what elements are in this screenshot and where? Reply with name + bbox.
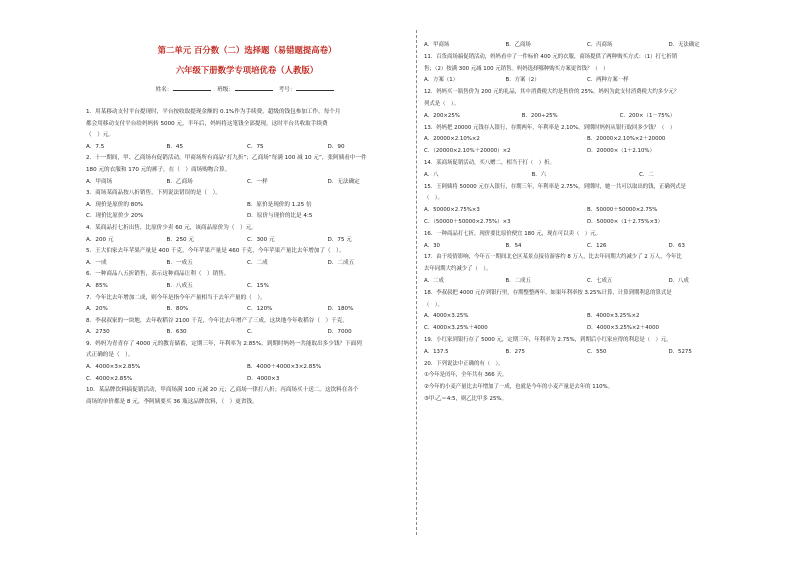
option[interactable]: C．75: [247, 143, 264, 150]
question-6-options: [86, 281, 408, 293]
option[interactable]: D．二成五: [327, 259, 355, 266]
exam-no-label: 考号：: [278, 87, 296, 93]
question-13: 13．妈妈把 20000 元钱存入银行，存期两年，年利率是 2.10%，到期时妈妈从银行取回多少钱？（ ）: [424, 124, 676, 131]
option[interactable]: B．八成五: [166, 282, 193, 289]
question-11-cont: 售；（2）按满 300 元减 100 元销售。妈妈选择哪种购买方案更省钱？（ ）: [424, 65, 609, 72]
option[interactable]: D．50000×（1＋2.75%×3）: [587, 218, 663, 225]
question-13-options-row2: [424, 146, 750, 158]
question-3: 3．商场某商品按八折销售，下列说法错误的是（ ）。: [86, 190, 222, 197]
question-7-options: [86, 304, 408, 316]
option[interactable]: B．六: [531, 171, 547, 178]
question-9-cont: 式正确的是（ ）。: [86, 352, 134, 359]
name-blank[interactable]: [173, 85, 211, 91]
question-12-options: [424, 111, 750, 123]
option[interactable]: A．20000×2.10%×2: [424, 136, 480, 143]
option[interactable]: A．50000×2.75%×3: [424, 207, 480, 214]
option[interactable]: D．原价与现价的比是 4:5: [247, 213, 313, 220]
option[interactable]: C．二成: [247, 259, 268, 266]
option[interactable]: B．80%: [166, 306, 189, 313]
option[interactable]: B．二成五: [505, 277, 531, 284]
question-1-cont2: （ ）元。: [86, 132, 114, 139]
question-10-options: [424, 40, 750, 52]
option[interactable]: D．75 元: [327, 236, 352, 243]
option[interactable]: C．300 元: [247, 236, 275, 243]
question-9-options-row1: [86, 362, 408, 374]
option[interactable]: D．20000×（1＋2.10%）: [587, 148, 655, 155]
option[interactable]: C．一样: [247, 178, 268, 185]
option[interactable]: A．30: [424, 242, 440, 249]
option[interactable]: C．七成五: [587, 277, 613, 284]
question-6: 6．一种商品八五折销售，表示这种商品让利（ ）销售。: [86, 271, 230, 278]
question-15: 15．王阿姨将 50000 元存入银行，存期三年，年利率是 2.75%，到期时，她一共可以取出的钱，正确列式是: [424, 183, 686, 190]
option[interactable]: B．原价是现价的 1.25 倍: [247, 201, 312, 208]
question-13-options-row1: [424, 134, 750, 146]
question-12-cont: 列式是（ ）。: [424, 100, 460, 107]
question-14: 14．某商场促销活动，买八赠二，相当于打（ ）折。: [424, 159, 555, 166]
option[interactable]: B．50000＋50000×2.75%: [587, 207, 658, 214]
option[interactable]: D．无法确定: [327, 178, 360, 185]
question-17-options: [424, 276, 750, 288]
question-2: 2．十一期间，甲、乙商场有促销活动，甲商场所有商品“打九折”；乙商场“每满 100 减 10 元”，张阿姨看中一件: [86, 155, 367, 162]
question-1-options: [86, 142, 408, 154]
exam-no-blank[interactable]: [296, 85, 334, 91]
name-label: 姓名：: [155, 87, 173, 93]
option[interactable]: D．4000×3.25%×2＋4000: [587, 325, 659, 332]
option[interactable]: B．4000×3.25%×2: [587, 313, 640, 320]
question-17: 17．由于疫情影响，今年五一期间北仑区某景点接待游客约 8 万人，比去年同期大约减少了 2 万人，今年比: [424, 254, 682, 261]
column-divider: [416, 30, 417, 535]
option[interactable]: C．: [247, 329, 257, 336]
option[interactable]: D．63: [668, 242, 685, 249]
question-18-options-row1: [424, 311, 750, 323]
question-19-options: [424, 347, 750, 359]
option[interactable]: A．一成: [86, 259, 107, 266]
question-18: 18．李叔叔把 4000 元存到银行里，存期整整两年。如果年利率按 3.25%计算，计算到期利息的算式是: [424, 289, 672, 296]
title-line-1: 第二单元 百分数（二）选择题（易错题提高卷）: [157, 45, 337, 55]
option[interactable]: C．4000×2.85%: [86, 375, 133, 382]
student-info-line: [86, 85, 408, 93]
option[interactable]: C．二: [639, 171, 654, 178]
option[interactable]: B．45: [166, 143, 184, 150]
option[interactable]: C．15%: [247, 282, 269, 289]
question-16-options: [424, 241, 750, 253]
option[interactable]: A．二成: [424, 277, 444, 284]
class-blank[interactable]: [235, 85, 273, 91]
option[interactable]: C．（20000×2.10%＋20000）×2: [424, 148, 511, 155]
question-9-options-row2: [86, 374, 408, 386]
option[interactable]: A．2730: [86, 329, 110, 336]
question-2-options: [86, 177, 408, 189]
option[interactable]: A．20%: [86, 306, 108, 313]
question-11: 11．百货商场搞促销活动，妈妈看中了一件标价 400 元的衣服，商场提供了两种购买方式：（1）打七折销: [424, 53, 678, 60]
option[interactable]: D．7000: [327, 329, 352, 336]
option[interactable]: [669, 75, 751, 87]
question-8: 8．李叔叔家的一块地，去年收稻谷 2100 千克，今年比去年增产了三成，这块地今年收稻谷（ ）千克。: [86, 317, 348, 324]
option[interactable]: B．方案（2）: [505, 77, 540, 84]
option[interactable]: [328, 281, 409, 293]
option[interactable]: A．方案（1）: [424, 77, 459, 84]
question-4: 4．某商品打七折出售，比原价少卖 60 元，该商品原价为（ ）元。: [86, 224, 257, 231]
question-15-options-row1: [424, 205, 750, 217]
question-20-statement-3: ③甲:乙＝4:5，则乙比甲多 25%。: [424, 395, 507, 402]
option[interactable]: B．250 元: [166, 236, 194, 243]
option[interactable]: A．现价是原价的 80%: [86, 201, 144, 208]
question-18-options-row2: [424, 323, 750, 335]
question-1: 1．用某移动支付平台提现时，平台按收取提现金额的 0.1%作为手续费，超级的钱包参加工作，每个月: [86, 109, 341, 115]
option[interactable]: D．180%: [327, 306, 354, 313]
option[interactable]: B．乙商场: [505, 42, 531, 48]
option[interactable]: C．550: [587, 348, 607, 355]
option[interactable]: B．乙商场: [166, 178, 193, 185]
option[interactable]: B．54: [505, 242, 522, 249]
question-8-options: [86, 327, 408, 339]
question-4-options: [86, 235, 408, 247]
question-9: 9．妈妈为青青存了 4000 元的教育储蓄，定期三年，年利率为 2.85%，到期时妈妈一共能取出多少钱？下面列: [86, 340, 362, 347]
question-19: 19．小红家到银行存了 5000 元，定期三年，年利率为 2.75%，到期后小红家应得的利息是（ ）元。: [424, 336, 672, 343]
option[interactable]: B．一成五: [166, 259, 193, 266]
question-20: 20．下列说法中正确的有（ ）。: [424, 360, 504, 367]
option[interactable]: A．7.5: [86, 143, 105, 150]
option[interactable]: B．20000×2.10%×2＋20000: [587, 136, 666, 143]
question-20-statement-1: ①今年是闰年，全年共有 366 天。: [424, 372, 508, 379]
option[interactable]: A．200 元: [86, 236, 114, 243]
option[interactable]: B．4000＋4000×3×2.85%: [247, 364, 322, 371]
option[interactable]: A．八: [424, 171, 439, 178]
option[interactable]: D．无法确定: [668, 42, 700, 48]
option[interactable]: A．200×25%: [424, 112, 460, 119]
question-5: 5．王大伯家去年苹果产量是 400 千克，今年苹果产量是 460 千克，今年苹果产量比去年增加了（ ）。: [86, 248, 345, 255]
option[interactable]: C．200×（1－75%）: [619, 112, 676, 119]
question-2-cont: 180 元的衣服和 170 元的裤子，在（ ）商场购物合算。: [86, 166, 231, 173]
question-18-cont: （ ）。: [424, 301, 443, 308]
option[interactable]: C．120%: [247, 306, 273, 313]
option[interactable]: A．甲商场: [424, 42, 450, 48]
question-10-cont: 商场的单价都是 8 元，李阿姨要买 36 瓶这品牌饮料，（ ）更省钱。: [86, 398, 258, 405]
left-column: [86, 0, 408, 562]
question-7: 7．今年比去年增加二成，则今年是指今年产量相当于去年产量的（ ）。: [86, 294, 266, 301]
option[interactable]: B．275: [505, 348, 525, 355]
question-3-options-row1: [86, 200, 408, 212]
option[interactable]: A．85%: [86, 282, 108, 289]
option[interactable]: D．5275: [668, 348, 692, 355]
question-15-options-row2: [424, 217, 750, 229]
question-11-options: [424, 75, 750, 87]
option[interactable]: A．4000×3×2.85%: [86, 364, 141, 371]
class-label: 班级：: [217, 87, 234, 93]
option[interactable]: C．4000×3.25%＋4000: [424, 325, 488, 332]
question-17-cont: 去年同期大约减少了（ ）。: [424, 266, 492, 273]
question-10: 10．某品牌饮料搞促销活动，甲商场满 100 元减 20 元；乙商场一律打八折；丙商场买十送二。这饮料在各个: [86, 387, 359, 394]
option[interactable]: B．200÷25%: [521, 112, 558, 119]
option[interactable]: D．90: [327, 143, 345, 150]
option[interactable]: D．八成: [668, 277, 689, 284]
question-14-options: [424, 170, 750, 182]
right-column: [424, 0, 750, 562]
option[interactable]: C．（50000＋50000×2.75%）×3: [424, 218, 511, 225]
title-line-2: 六年级下册数学专项培优卷（人教版）: [175, 65, 319, 75]
option[interactable]: B．630: [166, 329, 187, 336]
option[interactable]: C．现价比原价少 20%: [86, 213, 144, 220]
question-15-cont: （ ）。: [424, 195, 443, 202]
option[interactable]: C．两种方案一样: [587, 77, 629, 84]
option[interactable]: A．137.5: [424, 348, 449, 355]
question-5-options: [86, 258, 408, 270]
question-20-statement-2: ②今年的小麦产量比去年增加了一成，也就是今年的小麦产量是去年的 110%。: [424, 384, 614, 391]
option[interactable]: A．4000×3.25%: [424, 313, 469, 320]
question-1-cont: 都会用移动支付平台给妈妈转 5000 元，半年后，妈妈将这笔钱全部提现，这时平台共收取手续费: [86, 120, 328, 127]
option[interactable]: C．126: [587, 242, 607, 249]
question-12: 12．妈妈买一瓶售价为 200 元的礼品，其中消费税大约是售价的 25%。妈妈为此支付消费税大约多少元？: [424, 89, 680, 96]
option[interactable]: A．甲商场: [86, 178, 113, 185]
option[interactable]: D．4000×3: [247, 375, 280, 382]
question-16: 16．一种商品打七折，现价要比原价便宜 180 元，现在可以卖（ ）元。: [424, 230, 601, 237]
question-3-options-row2: [86, 211, 408, 223]
option[interactable]: C．丙商场: [587, 42, 613, 48]
